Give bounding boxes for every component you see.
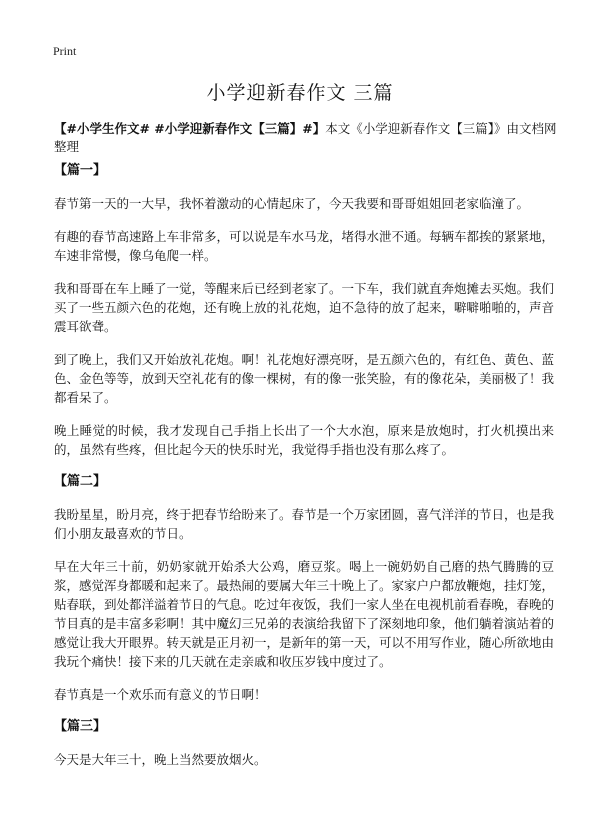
section-heading: 【篇三】 xyxy=(54,719,107,734)
article-body xyxy=(54,162,554,783)
print-link[interactable]: Print xyxy=(53,44,77,58)
paragraph: 我和哥哥在车上睡了一觉，等醒来后已经到老家了。一下车，我们就直奔炮摊去买炮。我们买了一些五颜六色的花炮，还有晚上放的礼花炮，迫不急待的放了起来，噼噼啪啪的，声音震耳欲聋。 xyxy=(54,281,555,334)
section-heading: 【篇一】 xyxy=(54,163,107,178)
paragraph: 春节真是一个欢乐而有意义的节日啊！ xyxy=(54,687,267,702)
meta-source: 本文《小学迎新春作文【三篇】》由文档网整理 xyxy=(54,121,557,154)
article-meta xyxy=(54,120,558,156)
section-heading: 【篇二】 xyxy=(54,474,107,489)
paragraph: 到了晚上，我们又开始放礼花炮。啊！礼花炮好漂亮呀，是五颜六色的，有红色、黄色、蓝色、金色等等，放到天空礼花有的像一棵树，有的像一张笑脸，有的像花朵，美丽极了！我都看呆了。 xyxy=(54,352,555,405)
paragraph: 春节第一天的一大早，我怀着激动的心情起床了，今天我要和哥哥姐姐回老家临潼了。 xyxy=(54,196,530,211)
paragraph: 我盼星星，盼月亮，终于把春节给盼来了。春节是一个万家团圆，喜气洋洋的节日，也是我们小朋友最喜欢的节日。 xyxy=(54,507,555,541)
paragraph: 有趣的春节高速路上车非常多，可以说是车水马龙，堵得水泄不通。每辆车都挨的紧紧地，车速非常慢，像乌龟爬一样。 xyxy=(54,229,555,263)
meta-tags: 【#小学生作文# #小学迎新春作文【三篇】#】 xyxy=(54,121,326,136)
paragraph: 早在大年三十前，奶奶家就开始杀大公鸡，磨豆浆。喝上一碗奶奶自己磨的热气腾腾的豆浆，感觉浑身都暖和起来了。最热闹的要属大年三十晚上了。家家户户都放鞭炮，挂灯笼，贴春联，到处都洋溢着节日的气息。吃过年夜饭，我们一家人坐在电视机前看春晚，春晚的节目真的是丰富多彩啊！其中魔幻三兄弟的表演给我留下了深刻地印象，他们躺着演站着的感觉让我大开眼界。转天就是正月初一，是新年的第一天，可以不用写作业，随心所欲地由我玩个痛快！接下来的几天就在走亲戚和收压岁钱中度过了。 xyxy=(54,559,555,669)
paragraph: 今天是大年三十，晚上当然要放烟火。 xyxy=(54,752,267,767)
page-title: 小学迎新春作文 三篇 xyxy=(206,82,394,104)
paragraph: 晚上睡觉的时候，我才发现自己手指上长出了一个大水泡，原来是放炮时，打火机摸出来的，虽然有些疼，但比起今天的快乐时光，我觉得手指也没有那么疼了。 xyxy=(54,423,554,457)
section-3 xyxy=(54,718,554,769)
section-1 xyxy=(54,162,554,459)
section-2 xyxy=(54,473,554,704)
